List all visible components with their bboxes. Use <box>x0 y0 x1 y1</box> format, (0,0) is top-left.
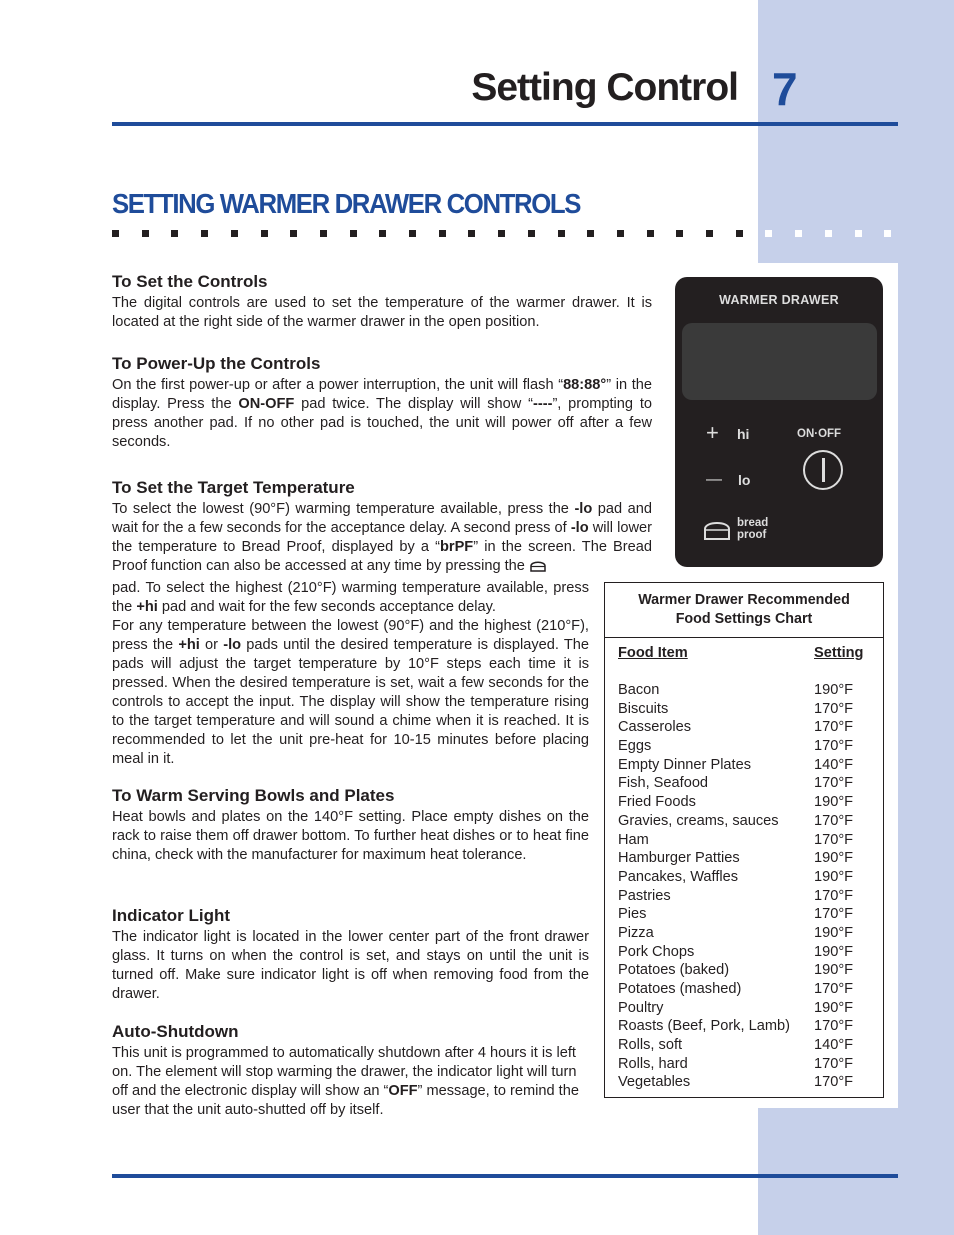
heading-target-temp: To Set the Target Temperature <box>112 478 355 497</box>
section-warm-bowls <box>112 786 589 865</box>
column-setting: Setting <box>814 645 864 661</box>
food-setting: 170°F <box>814 812 854 829</box>
divider-dot <box>142 230 149 237</box>
food-item: Potatoes (baked) <box>618 962 730 979</box>
bottom-rule <box>112 1174 898 1178</box>
food-item: Rolls, hard <box>618 1055 688 1072</box>
divider-dot <box>498 230 505 237</box>
power-icon[interactable] <box>803 450 843 490</box>
food-setting: 140°F <box>814 1037 854 1054</box>
text-target-temp-2: pad. To select the highest (210°F) warming temperature available, press the +hi pad and wait for the few seconds acceptance delay. <box>112 580 589 615</box>
divider-dot <box>795 230 802 237</box>
food-item: Hamburger Patties <box>618 850 740 867</box>
chart-rows <box>618 681 878 1092</box>
divider-dot <box>528 230 535 237</box>
chart-title: Warmer Drawer Recommended Food Settings Chart <box>638 592 850 627</box>
food-item: Bacon <box>618 682 660 698</box>
section-set-controls <box>112 272 652 332</box>
food-settings-chart <box>604 582 884 1098</box>
food-item: Pies <box>618 906 647 923</box>
table-row <box>618 812 878 831</box>
divider-dot <box>825 230 832 237</box>
food-item: Roasts (Beef, Pork, Lamb) <box>618 1018 790 1035</box>
divider-dot <box>587 230 594 237</box>
table-row <box>618 905 878 924</box>
divider-dot <box>409 230 416 237</box>
food-item: Fish, Seafood <box>618 775 709 792</box>
warmer-drawer-control-panel <box>675 277 883 567</box>
food-setting: 170°F <box>814 1074 854 1091</box>
divider-dot <box>884 230 891 237</box>
food-setting: 190°F <box>814 943 854 960</box>
food-item: Ham <box>618 831 649 848</box>
section-target-temp <box>112 478 652 576</box>
page-title: Setting Control <box>471 66 738 109</box>
food-setting: 170°F <box>814 887 854 904</box>
text-auto-shutdown: This unit is programmed to automatically shutdown after 4 hours it is left on. The element will stop warming the drawer, the indicator light will turn off and the electronic display will show an “OFF” message, to remind the user that the unit auto-shutted off by itself. <box>112 1045 579 1118</box>
table-row <box>618 718 878 737</box>
chapter-number: 7 <box>772 63 798 115</box>
divider-dot <box>290 230 297 237</box>
table-row <box>618 943 878 962</box>
section-power-up <box>112 354 652 452</box>
divider-dot <box>676 230 683 237</box>
panel-display <box>682 323 877 400</box>
food-setting: 190°F <box>814 682 854 698</box>
table-row <box>618 793 878 812</box>
divider-dot <box>765 230 772 237</box>
food-setting: 170°F <box>814 1055 854 1072</box>
heading-set-controls: To Set the Controls <box>112 272 268 291</box>
divider-dot <box>379 230 386 237</box>
food-item: Potatoes (mashed) <box>618 981 742 997</box>
divider-dot <box>171 230 178 237</box>
section-title: SETTING WARMER DRAWER CONTROLS <box>112 188 581 219</box>
heading-warm-bowls: To Warm Serving Bowls and Plates <box>112 786 395 805</box>
food-setting: 170°F <box>814 1018 854 1035</box>
table-row <box>618 887 878 906</box>
table-row <box>618 868 878 887</box>
food-item: Rolls, soft <box>618 1037 683 1054</box>
table-row <box>618 849 878 868</box>
table-row <box>618 756 878 775</box>
food-setting: 170°F <box>814 719 854 736</box>
dotted-divider <box>112 230 898 238</box>
hi-pad-label[interactable]: hi <box>737 426 750 442</box>
divider-dot <box>261 230 268 237</box>
divider-dot <box>736 230 743 237</box>
power-pad-label: ON·OFF <box>797 428 842 440</box>
column-food-item: Food Item <box>618 645 688 661</box>
divider-dot <box>231 230 238 237</box>
bread-proof-icon <box>529 559 547 573</box>
divider-dot <box>855 230 862 237</box>
food-setting: 190°F <box>814 999 854 1016</box>
top-rule <box>112 122 898 126</box>
chart-divider <box>605 637 883 638</box>
text-target-temp-1: To select the lowest (90°F) warming temperature available, press the -lo pad and wait for the a few seconds for the acceptance delay. A second press of -lo will lower the temperature to Bread Proof, displayed by a “brPF” in the screen. The Bread Proof function can also be accessed at any time by pressing the <box>112 501 653 574</box>
food-setting: 170°F <box>814 831 854 848</box>
table-row <box>618 681 878 700</box>
food-setting: 190°F <box>814 794 854 811</box>
table-row <box>618 924 878 943</box>
divider-dot <box>617 230 624 237</box>
divider-dot <box>350 230 357 237</box>
food-item: Casseroles <box>618 719 691 736</box>
minus-icon[interactable]: — <box>706 471 722 488</box>
table-row <box>618 700 878 719</box>
table-row <box>618 999 878 1018</box>
heading-auto-shutdown: Auto-Shutdown <box>112 1022 239 1041</box>
table-row <box>618 1073 878 1092</box>
divider-dot <box>468 230 475 237</box>
divider-dot <box>112 230 119 237</box>
food-setting: 140°F <box>814 756 854 773</box>
food-item: Empty Dinner Plates <box>618 756 752 773</box>
text-set-controls: The digital controls are used to set the temperature of the warmer drawer. It is located at the right side of the warmer drawer in the open position. <box>112 295 652 330</box>
food-item: Pork Chops <box>618 943 695 960</box>
food-setting: 190°F <box>814 868 854 885</box>
food-item: Eggs <box>618 738 652 755</box>
text-power-up: On the first power-up or after a power interruption, the unit will flash “88:88°” in the display. Press the ON-OFF pad twice. The display will show “----”, prompting to press another pad. If no other pad is touched, the unit will power off after a few seconds. <box>112 377 652 450</box>
food-setting: 170°F <box>814 981 854 997</box>
food-item: Poultry <box>618 999 664 1016</box>
food-item: Pizza <box>618 924 654 941</box>
plus-icon[interactable]: + <box>706 420 719 445</box>
lo-pad-label[interactable]: lo <box>738 472 751 488</box>
table-row <box>618 831 878 850</box>
heading-indicator-light: Indicator Light <box>112 906 231 925</box>
food-setting: 170°F <box>814 700 854 717</box>
food-item: Pastries <box>618 887 671 904</box>
food-item: Biscuits <box>618 700 669 717</box>
table-row <box>618 1017 878 1036</box>
food-setting: 190°F <box>814 924 854 941</box>
section-auto-shutdown <box>112 1022 589 1120</box>
food-setting: 190°F <box>814 850 854 867</box>
divider-dot <box>558 230 565 237</box>
food-item: Fried Foods <box>618 794 696 811</box>
food-setting: 170°F <box>814 738 854 755</box>
food-item: Vegetables <box>618 1074 691 1091</box>
table-row <box>618 980 878 999</box>
heading-power-up: To Power-Up the Controls <box>112 354 321 373</box>
food-item: Gravies, creams, sauces <box>618 812 779 829</box>
bread-proof-pad-icon[interactable] <box>703 519 731 541</box>
table-row <box>618 961 878 980</box>
divider-dot <box>647 230 654 237</box>
section-target-temp-cont <box>112 579 589 769</box>
panel-title: WARMER DRAWER <box>719 293 839 307</box>
text-warm-bowls: Heat bowls and plates on the 140°F setting. Place empty dishes on the rack to raise them off drawer bottom. To further heat dishes or to heat fine china, check with the manufacturer for maximum heat tolerance. <box>112 809 589 863</box>
table-row <box>618 774 878 793</box>
section-indicator-light <box>112 906 589 1004</box>
divider-dot <box>439 230 446 237</box>
table-row <box>618 1055 878 1074</box>
bread-proof-label: bread proof <box>737 517 769 541</box>
table-row <box>618 737 878 756</box>
text-indicator-light: The indicator light is located in the lower center part of the front drawer glass. It turns on when the control is set, and stays on until the unit is turned off. Make sure indicator light is off when removing food from the drawer. <box>112 929 589 1002</box>
divider-dot <box>201 230 208 237</box>
text-target-temp-3: For any temperature between the lowest (90°F) and the highest (210°F), press the +hi or -lo pads until the desired temperature is displayed. The pads will adjust the target temperature by 10°F steps each time it is pressed. When the desired temperature is set, wait a few seconds for the controls to accept the input. The display will show the temperature rising to the target temperature and will sound a chime when it is reached. It is recommended to let the unit pre-heat for 10-15 minutes before placing meal in it. <box>112 618 589 767</box>
table-row <box>618 1036 878 1055</box>
food-item: Pancakes, Waffles <box>618 868 739 885</box>
food-setting: 170°F <box>814 775 854 792</box>
divider-dot <box>706 230 713 237</box>
food-setting: 190°F <box>814 962 854 979</box>
divider-dot <box>320 230 327 237</box>
food-setting: 170°F <box>814 906 854 923</box>
